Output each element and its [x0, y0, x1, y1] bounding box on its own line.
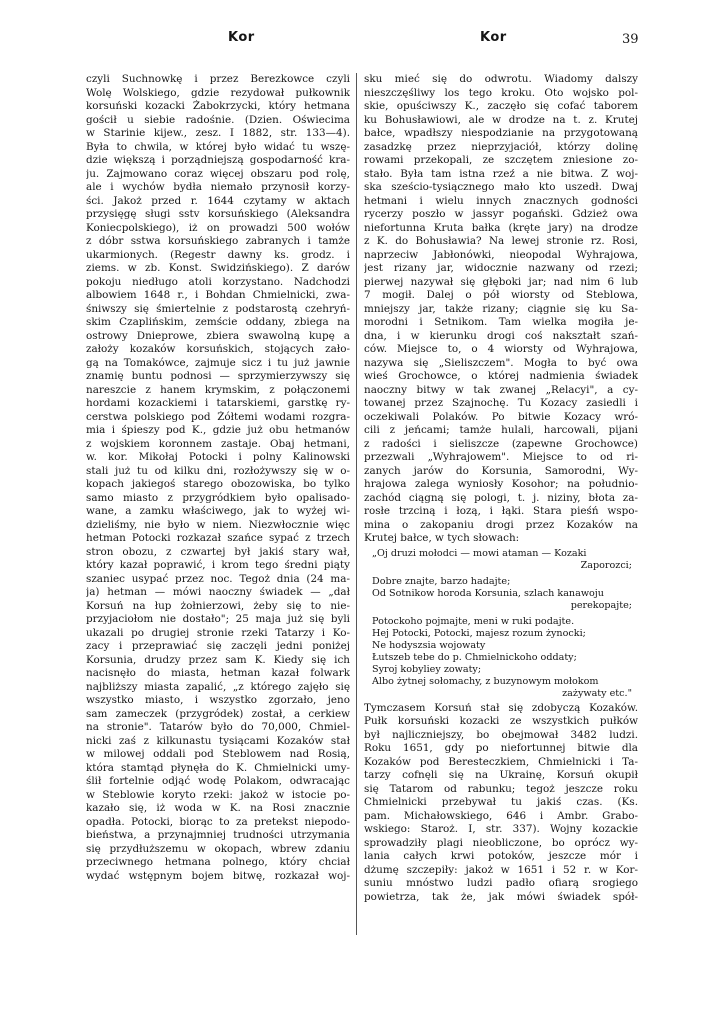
text-line: bieństwa, a przynajmniej trudności utrzymania: [86, 829, 350, 841]
text-line: towanej przez Szajnochę. Tu Kozacy zasiedli i: [364, 397, 638, 409]
text-line: rycerzy poszło w jassyr pogański. Gdzież owa: [364, 208, 638, 220]
verse-line: Dobre znajte, barzo hadajte;: [372, 575, 511, 587]
text-line: nareszcie z hanem krymskim, z połączonemi: [86, 383, 350, 396]
text-line: znamię buntu podnosi — sprzymierzywszy się: [86, 370, 350, 382]
text-line: hetman Potocki rozkazał szańce sypać z trzech: [86, 532, 350, 544]
text-line: ju. Zajmowano coraz więcej obszaru pod rolę,: [86, 167, 350, 180]
folk-song-verse: [364, 548, 638, 700]
text-line: na stronie". Tatarów było do 70,000, Chmiel-: [86, 721, 350, 733]
text-line: stało. Była tam istna rzeź a nie bitwa. Z woj-: [364, 167, 638, 180]
text-line: Wolę Wolskiego, gdzie rezydował pułkownik: [86, 86, 350, 99]
text-line: przezwali „Wyhrajowem". Miejsce to od ri-: [364, 451, 638, 463]
verse-line: Potockoho pojmajte, meni w ruki podajte.: [372, 615, 575, 627]
text-line: w Starinie kijew., zesz. I 1882, str. 133—4).: [86, 127, 350, 139]
text-line: która stamtąd płynęła do K. Chmielnicki umy-: [86, 761, 350, 774]
text-line: przeciwnego hetmana polnego, który chciał: [86, 856, 350, 868]
text-line: z K. do Bohusławia? Na lewej stronie rz. Rosi,: [364, 235, 638, 247]
text-line: gą na Tomakówce, zajmuje sicz i tu już jawnie: [86, 356, 350, 369]
text-line: nacisnęło do miasta, hetman kazał folwark: [86, 667, 350, 679]
text-line: w Steblowie koryto rzeki: jakoż w istocie po-: [86, 788, 350, 801]
text-line: wieś Grochowce, o której nadmienia świadek: [364, 370, 638, 382]
text-line: przyjaciołom nie dostało"; 25 maja już się byli: [86, 613, 350, 625]
text-line: 7 mogił. Dalej o pół wiorsty od Steblowa,: [364, 289, 638, 301]
verse-line: Albo żytnej sołomachy, z buzynowym mołokom: [372, 675, 599, 687]
verse-line: zażywaty etc.": [562, 687, 632, 699]
text-line: Pułk korsuński kozacki ze wszystkich pułków: [364, 715, 638, 727]
verse-line: Hej Potocki, Potocki, majesz rozum żynocki;: [372, 627, 586, 639]
text-line: ziems. w zb. Konst. Swidzińskiego). Z darów: [86, 262, 350, 274]
text-line: opadła. Potocki, biorąc to za pretekst niepodo-: [86, 815, 350, 828]
text-line: zachód ciągną się pologi, t. j. niziny, błota za-: [364, 491, 638, 504]
text-line: tarzy cofnęli się na Ukrainę, Korsuń okupił: [364, 769, 638, 781]
verse-line: Od Sotnikow horoda Korsunia, szlach kanawoju: [372, 587, 604, 599]
text-line: nazywa się „Sieliszczem". Mogła to być owa: [364, 356, 638, 369]
text-line: niefortunna Kruta bałka (kręte jary) na drodze: [364, 221, 638, 234]
text-line: cerstwa polskiego pod Żółtemi wodami rozgra-: [86, 410, 350, 423]
text-line: ku Bohusławiowi, ale w drodze na t. z. Krutej: [364, 113, 638, 126]
text-line: wszystko miasto, i wszystko zgorzało, jeno: [86, 694, 350, 706]
text-line: mniejszy jar, także rizany; ciągnie się ku Sa-: [364, 302, 638, 315]
text-line: najbliższy miasta zapalić, „z którego zajęło się: [86, 680, 350, 693]
text-line: pokoju niedługo atoli korzystano. Nadchodzi: [86, 275, 350, 288]
text-line: sprowadziły plagi nieobliczone, bo oprócz wy-: [364, 836, 638, 849]
text-line: w milowej oddali pod Steblowem nad Rosią,: [86, 748, 350, 760]
text-line: z wojskiem koronnem zastaje. Obaj hetmani,: [86, 437, 350, 450]
text-line: przysięgę sługi sstv korsuńskiego (Aleksandra: [86, 208, 350, 220]
text-line: śniwszy się śmiertelnie z podstarostą czehryń-: [86, 302, 350, 315]
text-line: Korsunia, drudzy przez sam K. Kiedy się ich: [86, 653, 350, 666]
text-line: w. kor. Mikołaj Potocki i polny Kalinowski: [86, 451, 350, 463]
text-line: hordami kozackiemi i tatarskiemi, garstkę ry-: [86, 397, 350, 409]
text-line: ale i wychów bydła niemało przynosił korzy-: [86, 181, 350, 193]
text-line: morodni i Setnikom. Tam wielka mogiła je-: [364, 316, 638, 328]
text-line: Kozaków pod Beresteczkiem, Chmielnicki i Ta-: [364, 755, 638, 768]
text-line: sku mieć się do odwrotu. Wiadomy dalszy: [364, 73, 638, 85]
text-line: samo miasto z przygródkiem było opalisado-: [86, 491, 350, 504]
text-line: założy kozaków korsuńskich, stojących zało-: [86, 343, 350, 355]
text-line: pierwej nazywał się głęboki jar; nad nim 6 lub: [364, 275, 638, 288]
text-line: oczekiwali Polaków. Po bitwie Kozacy wró-: [364, 410, 638, 423]
text-line: mia i śpieszy pod K., gdzie już obu hetmanów: [86, 424, 350, 436]
running-head-right: Kor: [480, 30, 507, 45]
text-line: był najliczniejszy, bo obejmował 3482 ludzi.: [364, 728, 638, 741]
text-line: zanych jarów do Korsunia, Samorodni, Wy-: [364, 464, 638, 477]
text-line: Tymczasem Korsuń stał się zdobyczą Kozaków.: [364, 701, 638, 714]
text-line: albowiem 1648 r., i Bohdan Chmielnicki, zwa-: [86, 289, 350, 301]
page-header: [0, 0, 720, 60]
text-line: Krutej bałce, w tych słowach:: [364, 532, 520, 544]
text-line: dżumę szczepiły: jakoż w 1651 i 52 r. w Kor-: [364, 863, 638, 876]
text-line: wydać wstępnym bojem bitwę, rozkazał woj-: [86, 869, 350, 882]
verse-line: Łutszeb tebe do p. Chmielnickoho oddaty;: [372, 651, 577, 663]
text-line: dzieliśmy, nie było w niem. Niezwłocznie więc: [86, 518, 350, 531]
text-line: Roku 1651, gdy po niefortunnej bitwie dla: [364, 742, 638, 754]
running-head-left: Kor: [228, 30, 255, 45]
text-line: stron obozu, z czwartej był jakiś stary wał,: [86, 545, 350, 558]
text-line: lania całych krwi potoków, jeszcze mór i: [364, 850, 638, 862]
text-line: naoczny bitwy w tak zwanej „Relacyi", a cy-: [364, 383, 638, 396]
right-column-text-top: [364, 73, 638, 546]
verse-line: Ne hodyszsia wojowaty: [372, 639, 486, 651]
text-line: stali już tu od kilku dni, rozłożywszy się w o-: [86, 464, 350, 477]
text-line: naprzeciw Jabłonówki, nieopodal Wyhrajowa,: [364, 248, 638, 261]
text-line: ska sześcio-tysiącznego mało kto uszedł. Dwaj: [364, 181, 638, 193]
text-line: rosłe trzciną i łozą, i łąki. Stara pieśń wspo-: [364, 505, 638, 517]
verse-line: Syroj kobyliey zowaty;: [372, 663, 482, 675]
text-line: dna, i w kierunku drogi coś nakształt szań-: [364, 329, 638, 342]
text-line: kopach jakiegoś starego obozowiska, bo tylko: [86, 478, 350, 490]
text-line: ści. Jakoż przed r. 1644 czytamy w aktach: [86, 194, 350, 207]
page-number: 39: [622, 32, 639, 47]
right-column: [364, 73, 638, 904]
text-line: rowami przekopali, ze szczętem zniesione zo-: [364, 154, 638, 166]
text-line: powietrza, tak że, jak mówi świadek spół-: [364, 890, 638, 903]
text-line: który kazał poprawić, i krom tego średni piąty: [86, 559, 350, 571]
verse-line: perekopajte;: [570, 599, 632, 611]
text-line: bałce, wpadłszy niespodzianie na przygotowaną: [364, 127, 638, 139]
text-line: się przydłuższemu w okopach, wbrew zdaniu: [86, 842, 350, 855]
column-divider: [356, 73, 357, 935]
text-line: nicki zaś z kilkunastu tysiącami Kozaków stał: [86, 734, 350, 747]
text-line: mina o zakopaniu drogi przez Kozaków na: [364, 518, 638, 531]
text-line: zasadzkę przez nieprzyjaciół, którzy dolinę: [364, 140, 638, 153]
text-line: hetmani i wielu innych znacznych godności: [364, 194, 638, 207]
text-line: Koniecpolskiego), iż on prowadzi 500 wołów: [86, 221, 350, 234]
text-line: Była to chwila, w której było widać tu wszę-: [86, 140, 350, 153]
text-line: korsuński kozacki Żabokrzycki, który hetmana: [86, 100, 350, 112]
text-line: ukarmionych. (Regestr dawny ks. grodz. i: [86, 248, 350, 261]
text-line: z dóbr sstwa korsuńskiego zabranych i tamże: [86, 235, 350, 247]
text-line: ostrowy Dnieprowe, zbiera swawolną kupę a: [86, 329, 350, 342]
text-line: sam zameczek (przygródek) został, a cerkiew: [86, 707, 350, 720]
text-line: wane, a zamku właściwego, jak to wyżej wi-: [86, 505, 350, 517]
text-line: gościł u siebie radośnie. (Dzien. Oświecima: [86, 113, 350, 126]
text-line: suniu mnóstwo ludzi padło ofiarą srogiego: [364, 877, 638, 889]
text-line: ców. Miejsce to, o 4 wiorsty od Wyhrajowa,: [364, 343, 638, 355]
text-line: cili z jeńcami; tamże hulali, harcowali, pijani: [364, 424, 638, 436]
text-line: czyli Suchnowkę i przez Berezkowce czyli: [86, 73, 350, 85]
text-line: pam. Michałowskiego, 646 i Ambr. Grabo-: [364, 809, 638, 822]
text-line: zacy i przeprawiać się zaczęli jedni poniżej: [86, 640, 350, 652]
text-line: skie, opuściwszy K., zaczęło się cofać taborem: [364, 100, 638, 112]
text-line: ślił fortelnie odjąć wodę Polakom, odwracając: [86, 775, 350, 787]
text-line: z radości i sieliszcze (zapewne Grochowce): [364, 437, 638, 450]
text-line: nieszczęśliwy los tego kroku. Oto wojsko pol-: [364, 86, 638, 99]
right-column-text-bottom: [364, 702, 638, 905]
verse-line: Zaporozci;: [580, 559, 632, 571]
text-line: hrajowa zalega wyniosły Kosohor; na południo-: [364, 478, 638, 490]
text-line: szaniec usypać przez noc. Tegoż dnia (24 ma-: [86, 572, 350, 585]
text-line: Korsuń na łup żołnierzowi, żeby się to nie-: [86, 599, 350, 612]
text-line: dzie większą i porządniejszą gospodarność kra-: [86, 154, 350, 166]
text-line: jest rizany jar, widocznie nazwany od rzezi;: [364, 262, 638, 274]
text-line: ja) hetman — mówi naoczny świadek — „dał: [86, 586, 350, 598]
text-line: wskiego: Staroż. I, str. 337). Wojny kozackie: [364, 823, 638, 835]
left-column: [86, 73, 350, 883]
text-line: kazało się, iż woda w K. na Rosi znacznie: [86, 802, 350, 814]
text-line: ukazali po drugiej stronie rzeki Tatarzy i Ko-: [86, 626, 350, 639]
verse-line: „Oj druzi mołodci — mowi ataman — Kozaki: [372, 547, 587, 559]
text-line: skim Czaplińskim, zemście oddany, zbiega na: [86, 316, 350, 328]
text-line: się Tatarom od rabunku; tegoż jeszcze roku: [364, 782, 638, 795]
text-line: Chmielnicki przebywał tu jakiś czas. (Ks.: [364, 796, 638, 808]
